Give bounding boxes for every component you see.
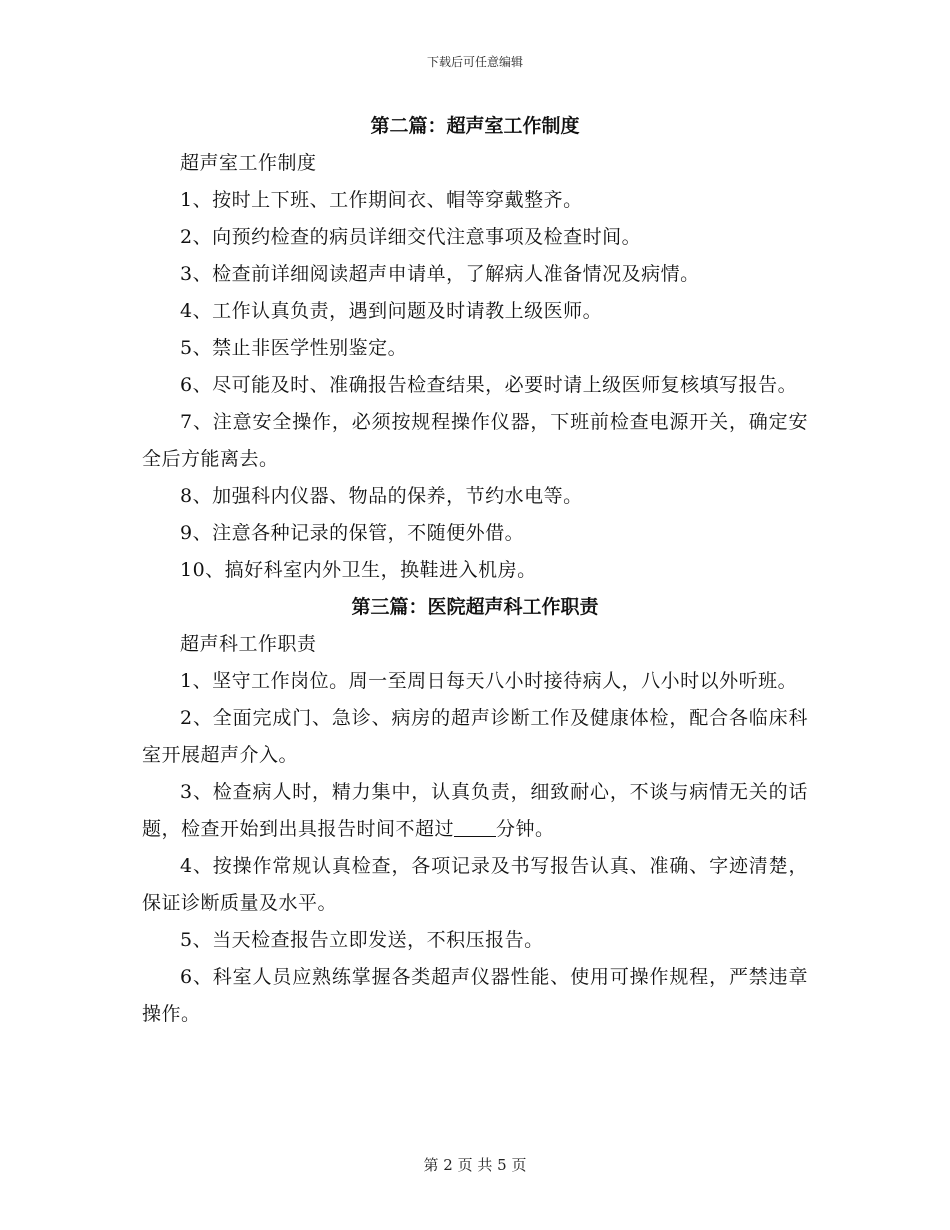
paragraph: 9、注意各种记录的保管，不随便外借。 xyxy=(180,522,525,544)
section-subtitle-2: 超声室工作制度 xyxy=(180,152,317,174)
paragraph: 6、尽可能及时、准确报告检查结果，必要时请上级医师复核填写报告。 xyxy=(180,374,798,396)
page-header: 下载后可任意编辑 xyxy=(426,55,523,69)
paragraph: 8、加强科内仪器、物品的保养，节约水电等。 xyxy=(180,485,583,507)
section-title-3: 第三篇：医院超声科工作职责 xyxy=(351,596,599,618)
paragraph-text: 3、检查病人时，精力集中，认真负责，细致耐心，不谈与病情无关的话题，检查开始到出具报告时间不超过 xyxy=(142,781,808,840)
section-title-2: 第二篇：超声室工作制度 xyxy=(370,115,580,137)
paragraph: 10、搞好科室内外卫生，换鞋进入机房。 xyxy=(180,559,537,581)
paragraph: 2、向预约检查的病员详细交代注意事项及检查时间。 xyxy=(180,226,642,248)
paragraph: 6、科室人员应熟练掌握各类超声仪器性能、使用可操作规程，严禁违章操作。 xyxy=(142,966,808,1025)
section-subtitle-3: 超声科工作职责 xyxy=(180,633,317,655)
fill-in-blank xyxy=(454,818,496,837)
page-number: 第 2 页 共 5 页 xyxy=(423,1156,527,1174)
paragraph: 4、按操作常规认真检查，各项记录及书写报告认真、准确、字迹清楚，保证诊断质量及水平。 xyxy=(142,855,808,914)
paragraph: 1、坚守工作岗位。周一至周日每天八小时接待病人，八小时以外听班。 xyxy=(180,670,798,692)
paragraph: 2、全面完成门、急诊、病房的超声诊断工作及健康体检，配合各临床科室开展超声介入。 xyxy=(142,707,808,766)
paragraph: 5、当天检查报告立即发送，不积压报告。 xyxy=(180,929,544,951)
paragraph xyxy=(142,774,808,848)
paragraph: 5、禁止非医学性别鉴定。 xyxy=(180,337,408,359)
paragraph: 1、按时上下班、工作期间衣、帽等穿戴整齐。 xyxy=(180,189,583,211)
paragraph: 3、检查前详细阅读超声申请单，了解病人准备情况及病情。 xyxy=(180,263,700,285)
paragraph: 7、注意安全操作，必须按规程操作仪器，下班前检查电源开关，确定安全后方能离去。 xyxy=(142,411,808,470)
document-body xyxy=(142,108,808,1033)
paragraph-text-end: 分钟。 xyxy=(496,818,555,840)
paragraph: 4、工作认真负责，遇到问题及时请教上级医师。 xyxy=(180,300,603,322)
